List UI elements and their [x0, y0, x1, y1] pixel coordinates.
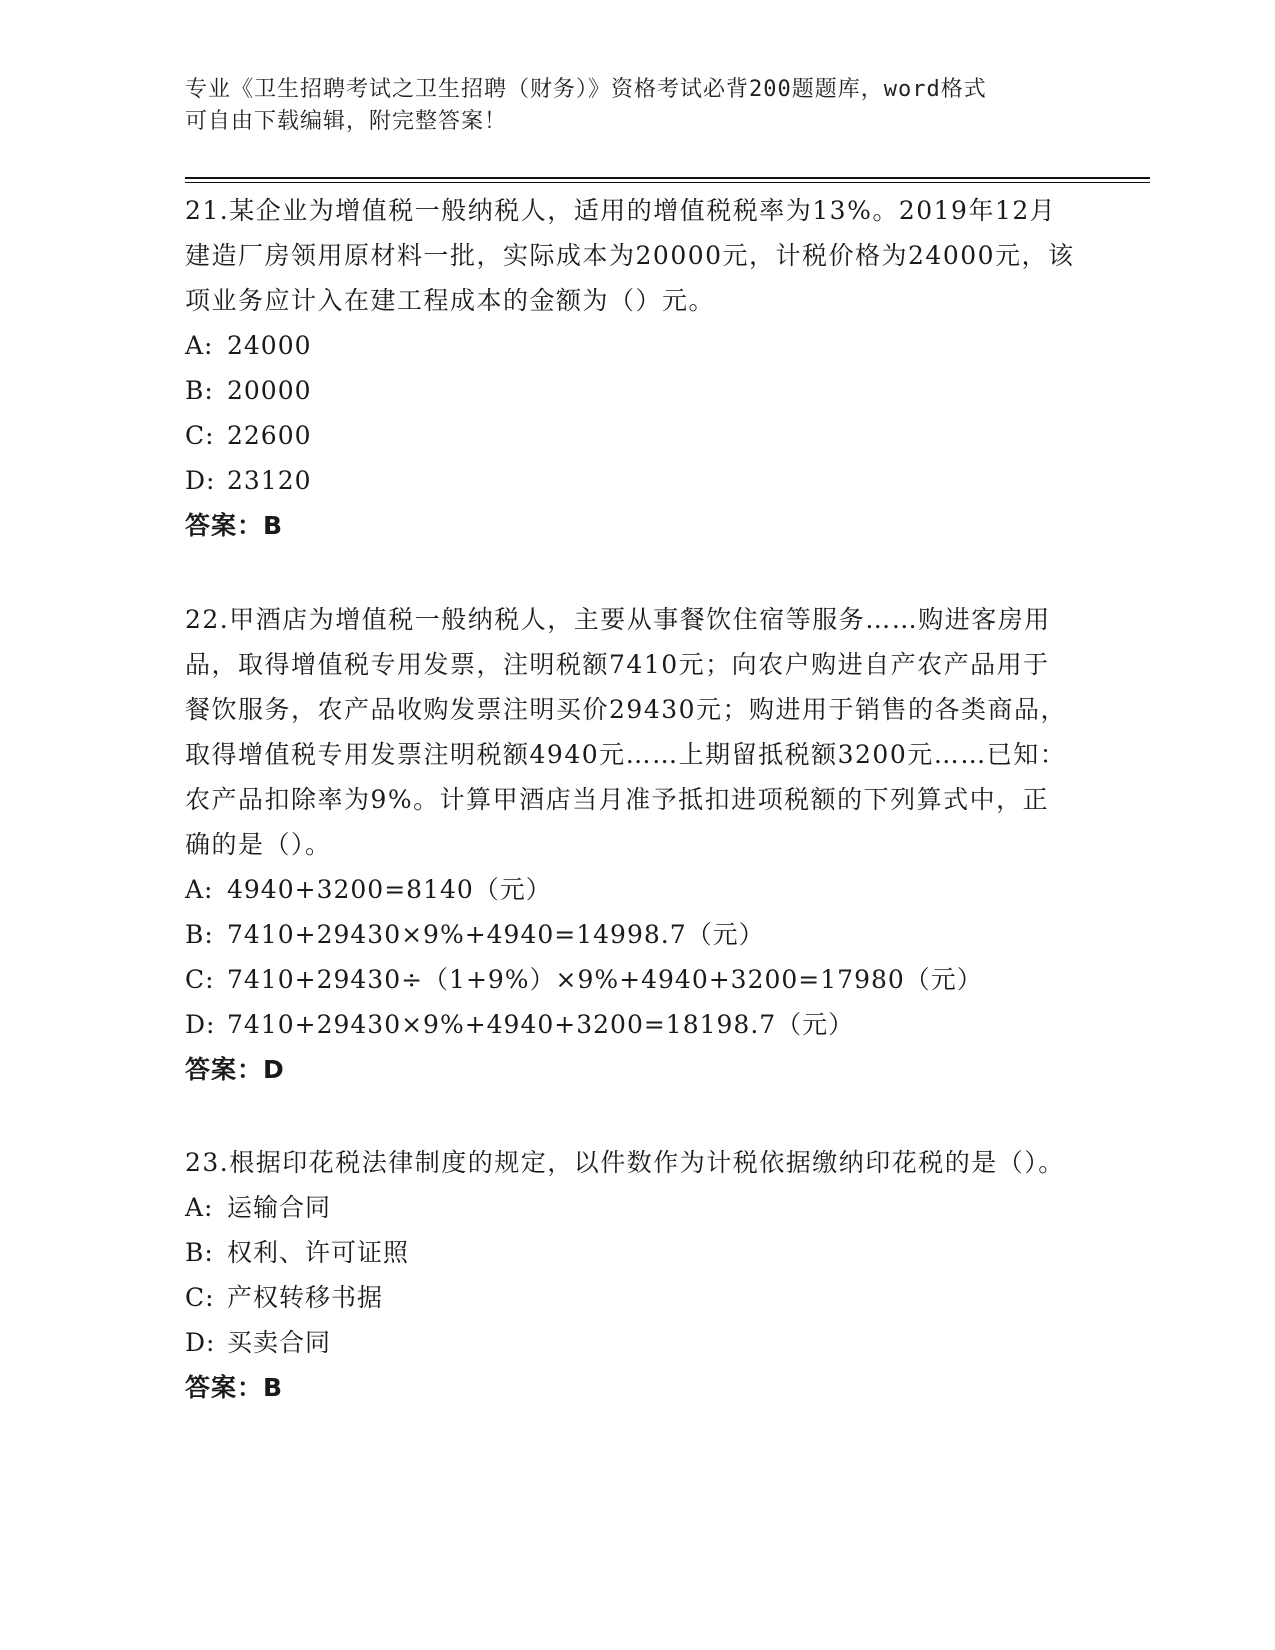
option-text: 产权转移书据	[227, 1283, 384, 1312]
question-21	[185, 188, 1075, 548]
option-b	[185, 368, 1075, 413]
option-text: 20000	[227, 376, 312, 405]
option-text: 7410+29430×9%+4940=14998.7（元）	[227, 920, 765, 949]
question-22	[185, 597, 1075, 1092]
option-key: A:	[185, 1193, 214, 1222]
option-a	[185, 323, 1075, 368]
document-header	[185, 74, 1085, 138]
option-key: C:	[185, 1283, 215, 1312]
option-text: 权利、许可证照	[227, 1238, 410, 1267]
question-stem: 22.甲酒店为增值税一般纳税人，主要从事餐饮住宿等服务……购进客房用品，取得增值税专用发票，注明税额7410元；向农户购进自产农产品用于餐饮服务，农产品收购发票注明买价29430元；购进用于销售的各类商品，取得增值税专用发票注明税额4940元……上期留抵税额3200元……已知：农产品扣除率为9%。计算甲酒店当月准予抵扣进项税额的下列算式中，正确的是（）。	[185, 605, 1068, 859]
option-text: 运输合同	[227, 1193, 332, 1222]
answer-line: 答案：B	[185, 511, 284, 540]
option-text: 24000	[227, 331, 312, 360]
option-text: 23120	[227, 466, 312, 495]
option-a	[185, 867, 1075, 912]
option-text: 7410+29430×9%+4940+3200=18198.7（元）	[227, 1010, 855, 1039]
option-b	[185, 1230, 1075, 1275]
option-key: B:	[185, 1238, 214, 1267]
option-a	[185, 1185, 1075, 1230]
option-key: C:	[185, 421, 215, 450]
option-key: D:	[185, 1010, 216, 1039]
header-title-line-1: 专业《卫生招聘考试之卫生招聘（财务）》资格考试必背200题题库，word格式	[185, 77, 987, 102]
option-key: B:	[185, 376, 214, 405]
option-key: A:	[185, 875, 214, 904]
option-key: C:	[185, 965, 215, 994]
option-d	[185, 458, 1075, 503]
header-divider-thick	[185, 177, 1150, 179]
answer-line: 答案：B	[185, 1373, 284, 1402]
option-text: 买卖合同	[227, 1328, 332, 1357]
option-key: A:	[185, 331, 214, 360]
option-d	[185, 1320, 1075, 1365]
option-text: 4940+3200=8140（元）	[227, 875, 552, 904]
option-key: D:	[185, 466, 216, 495]
option-c	[185, 413, 1075, 458]
answer-line: 答案：D	[185, 1055, 285, 1084]
option-key: B:	[185, 920, 214, 949]
header-divider-thin	[185, 182, 1150, 183]
option-b	[185, 912, 1075, 957]
question-stem: 23.根据印花税法律制度的规定，以件数作为计税依据缴纳印花税的是（）。	[185, 1148, 1065, 1177]
option-text: 22600	[227, 421, 312, 450]
option-d	[185, 1002, 1075, 1047]
header-title-line-2: 可自由下载编辑，附完整答案！	[185, 109, 508, 134]
option-c	[185, 1275, 1075, 1320]
question-stem: 21.某企业为增值税一般纳税人，适用的增值税税率为13%。2019年12月建造厂房领用原材料一批，实际成本为20000元，计税价格为24000元，该项业务应计入在建工程成本的金额为（）元。	[185, 196, 1075, 315]
option-text: 7410+29430÷（1+9%）×9%+4940+3200=17980（元）	[227, 965, 983, 994]
question-23	[185, 1140, 1075, 1410]
option-key: D:	[185, 1328, 216, 1357]
option-c	[185, 957, 1075, 1002]
